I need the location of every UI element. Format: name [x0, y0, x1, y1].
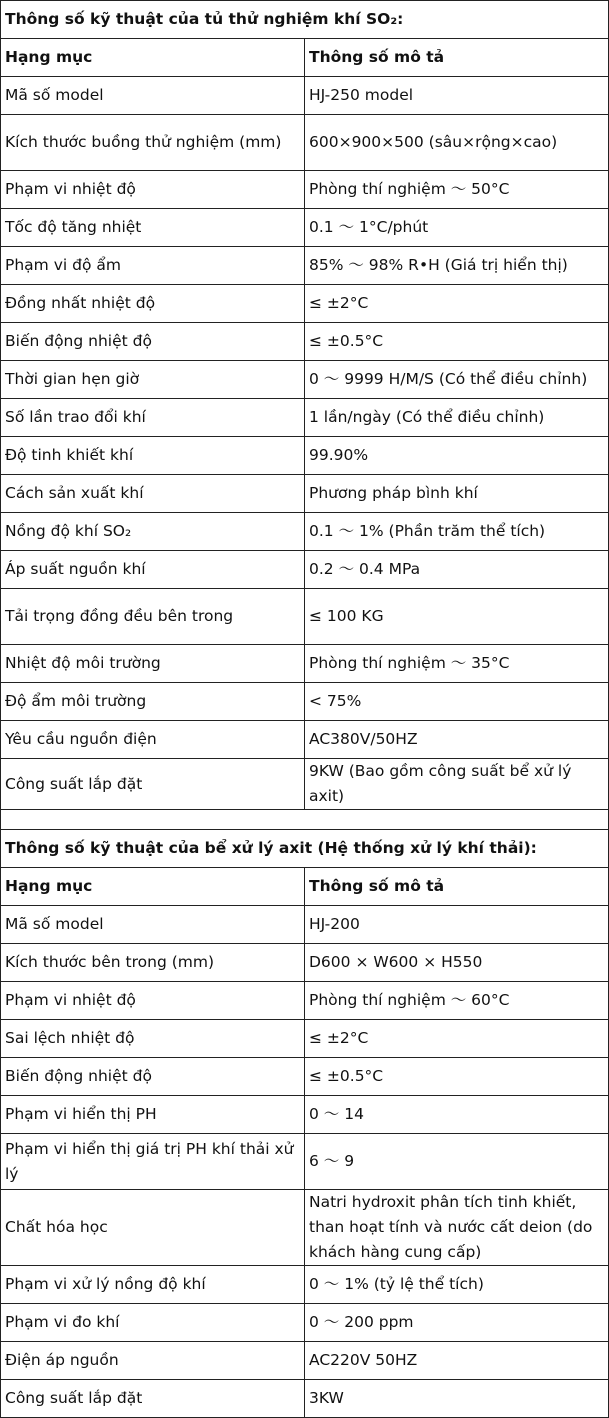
- row-value: HJ-200: [305, 906, 609, 944]
- table-row: [1, 475, 609, 513]
- table-row: [1, 759, 609, 810]
- table-row: [1, 944, 609, 982]
- table-row: [1, 399, 609, 437]
- row-label: Điện áp nguồn: [1, 1342, 305, 1380]
- row-label: Mã số model: [1, 77, 305, 115]
- table-row: [1, 551, 609, 589]
- row-value: HJ-250 model: [305, 77, 609, 115]
- row-label: Tải trọng đồng đều bên trong: [1, 589, 305, 645]
- row-value: ≤ 100 KG: [305, 589, 609, 645]
- row-value: ≤ ±0.5°C: [305, 1058, 609, 1096]
- row-label: Biến động nhiệt độ: [1, 1058, 305, 1096]
- table-row: [1, 361, 609, 399]
- table-row: [1, 323, 609, 361]
- row-label: Yêu cầu nguồn điện: [1, 721, 305, 759]
- row-value: AC380V/50HZ: [305, 721, 609, 759]
- table-row: [1, 209, 609, 247]
- table-row: [1, 513, 609, 551]
- row-value: 0 ～ 14: [305, 1096, 609, 1134]
- row-value: Phòng thí nghiệm ～ 50°C: [305, 171, 609, 209]
- row-label: Phạm vi hiển thị PH: [1, 1096, 305, 1134]
- row-label: Công suất lắp đặt: [1, 759, 305, 810]
- spacer-cell: [1, 810, 609, 830]
- row-value: 0 ～ 1% (tỷ lệ thể tích): [305, 1266, 609, 1304]
- row-value: 0 ～ 200 ppm: [305, 1304, 609, 1342]
- row-label: Thời gian hẹn giờ: [1, 361, 305, 399]
- table-row: [1, 1134, 609, 1190]
- row-value: Natri hydroxit phân tích tinh khiết, than hoạt tính và nước cất deion (do khách hàng cung cấp): [305, 1190, 609, 1266]
- row-value: < 75%: [305, 683, 609, 721]
- table-row: [1, 115, 609, 171]
- row-value: D600 × W600 × H550: [305, 944, 609, 982]
- row-label: Biến động nhiệt độ: [1, 323, 305, 361]
- row-value: 85% ～ 98% R•H (Giá trị hiển thị): [305, 247, 609, 285]
- row-label: Cách sản xuất khí: [1, 475, 305, 513]
- table-row: [1, 285, 609, 323]
- row-label: Độ ẩm môi trường: [1, 683, 305, 721]
- row-label: Phạm vi nhiệt độ: [1, 982, 305, 1020]
- row-label: Phạm vi xử lý nồng độ khí: [1, 1266, 305, 1304]
- table-row: [1, 1058, 609, 1096]
- table-row: [1, 906, 609, 944]
- row-label: Số lần trao đổi khí: [1, 399, 305, 437]
- row-label: Mã số model: [1, 906, 305, 944]
- section1-title-row: [1, 1, 609, 39]
- row-value: ≤ ±2°C: [305, 1020, 609, 1058]
- table-row: [1, 1380, 609, 1418]
- row-label: Nồng độ khí SO₂: [1, 513, 305, 551]
- row-label: Nhiệt độ môi trường: [1, 645, 305, 683]
- row-value: ≤ ±0.5°C: [305, 323, 609, 361]
- section2-title-row: [1, 830, 609, 868]
- table-row: [1, 589, 609, 645]
- row-label: Áp suất nguồn khí: [1, 551, 305, 589]
- row-value: 99.90%: [305, 437, 609, 475]
- table-row: [1, 683, 609, 721]
- column-header-description: Thông số mô tả: [305, 868, 609, 906]
- row-label: Công suất lắp đặt: [1, 1380, 305, 1418]
- table-row: [1, 982, 609, 1020]
- row-label: Kích thước buồng thử nghiệm (mm): [1, 115, 305, 171]
- row-value: 0.2 ～ 0.4 MPa: [305, 551, 609, 589]
- row-label: Độ tinh khiết khí: [1, 437, 305, 475]
- row-label: Sai lệch nhiệt độ: [1, 1020, 305, 1058]
- table-row: [1, 1266, 609, 1304]
- table-row: [1, 645, 609, 683]
- table-row: [1, 1190, 609, 1266]
- row-value: Phòng thí nghiệm ～ 35°C: [305, 645, 609, 683]
- table-row: [1, 247, 609, 285]
- row-value: 6 ～ 9: [305, 1134, 609, 1190]
- column-header-item: Hạng mục: [1, 39, 305, 77]
- row-value: 3KW: [305, 1380, 609, 1418]
- table-row: [1, 1096, 609, 1134]
- row-label: Đồng nhất nhiệt độ: [1, 285, 305, 323]
- column-header-description: Thông số mô tả: [305, 39, 609, 77]
- column-header-item: Hạng mục: [1, 868, 305, 906]
- row-value: 0.1 ～ 1°C/phút: [305, 209, 609, 247]
- row-label: Phạm vi nhiệt độ: [1, 171, 305, 209]
- section2-title: Thông số kỹ thuật của bể xử lý axit (Hệ thống xử lý khí thải):: [1, 830, 609, 868]
- row-label: Chất hóa học: [1, 1190, 305, 1266]
- section1-title: Thông số kỹ thuật của tủ thử nghiệm khí SO₂:: [1, 1, 609, 39]
- row-value: Phương pháp bình khí: [305, 475, 609, 513]
- row-label: Phạm vi độ ẩm: [1, 247, 305, 285]
- row-label: Tốc độ tăng nhiệt: [1, 209, 305, 247]
- row-value: Phòng thí nghiệm ～ 60°C: [305, 982, 609, 1020]
- row-value: AC220V 50HZ: [305, 1342, 609, 1380]
- table-row: [1, 1020, 609, 1058]
- row-label: Kích thước bên trong (mm): [1, 944, 305, 982]
- section-spacer: [1, 810, 609, 830]
- row-value: ≤ ±2°C: [305, 285, 609, 323]
- table-row: [1, 77, 609, 115]
- row-value: 600×900×500 (sâu×rộng×cao): [305, 115, 609, 171]
- row-label: Phạm vi hiển thị giá trị PH khí thải xử lý: [1, 1134, 305, 1190]
- table-row: [1, 1304, 609, 1342]
- row-value: 9KW (Bao gồm công suất bể xử lý axit): [305, 759, 609, 810]
- table-row: [1, 1342, 609, 1380]
- row-label: Phạm vi đo khí: [1, 1304, 305, 1342]
- row-value: 1 lần/ngày (Có thể điều chỉnh): [305, 399, 609, 437]
- table-row: [1, 721, 609, 759]
- section1-header-row: [1, 39, 609, 77]
- section2-header-row: [1, 868, 609, 906]
- table-row: [1, 171, 609, 209]
- row-value: 0 ～ 9999 H/M/S (Có thể điều chỉnh): [305, 361, 609, 399]
- table-row: [1, 437, 609, 475]
- spec-table-body: [1, 1, 609, 1418]
- row-value: 0.1 ～ 1% (Phần trăm thể tích): [305, 513, 609, 551]
